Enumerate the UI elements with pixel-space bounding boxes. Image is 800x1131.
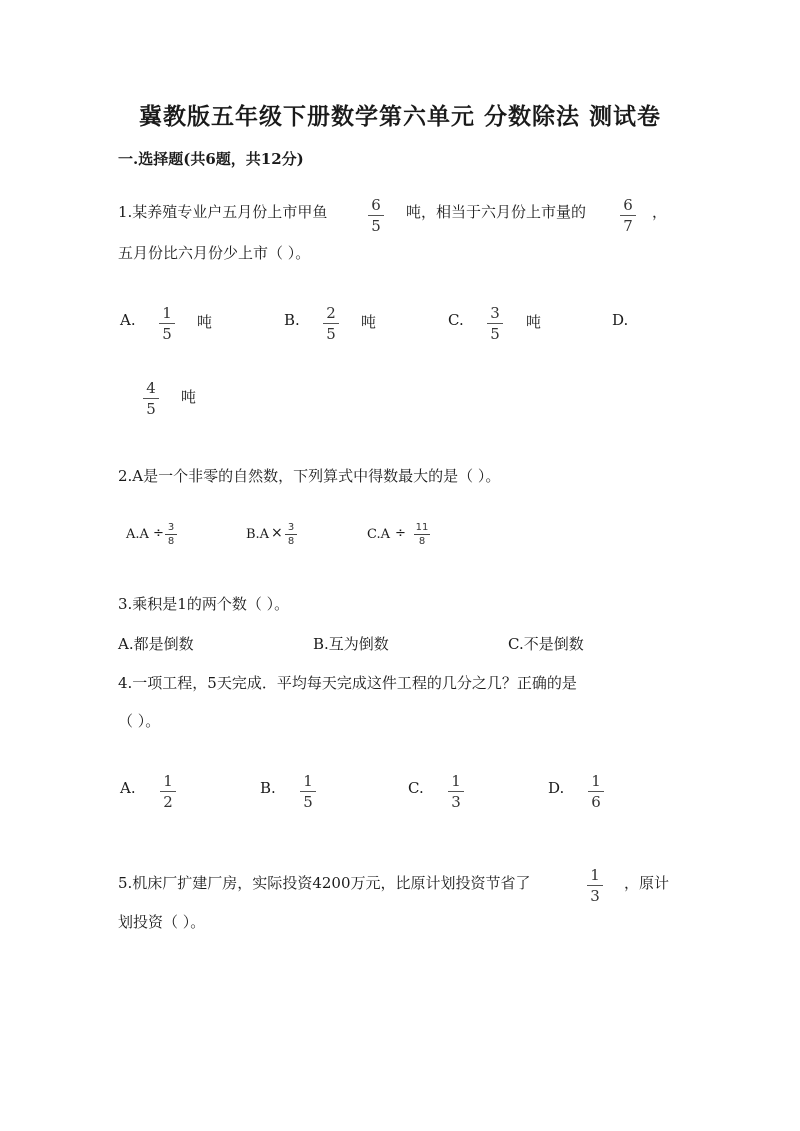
q2-option-a-fraction [165,522,177,547]
q1-fraction-1 [368,196,384,235]
denominator: 2 [163,793,173,811]
q4-option-c-label: C. [408,779,424,797]
q4-option-c-fraction [448,772,464,811]
q2-option-b-fraction [285,522,297,547]
denominator: 6 [591,793,601,811]
q2-text: 2.A是一个非零的自然数，下列算式中得数最大的是（ ）。 [118,467,501,485]
q3-option-a: A.都是倒数 [118,635,194,653]
numerator: 11 [415,522,429,533]
q1-option-c-unit: 吨 [526,313,542,331]
denominator: 5 [490,325,500,343]
q4-option-d-label: D. [548,779,565,797]
denominator: 5 [371,217,381,235]
q5-text-a: 5.机床厂扩建厂房，实际投资4200万元，比原计划投资节省了 [118,874,531,892]
q2-option-c-fraction [414,522,430,547]
q4-option-d-fraction [588,772,604,811]
denominator: 5 [146,400,156,418]
denominator: 5 [162,325,172,343]
q4-option-a-label: A. [120,779,136,797]
q1-option-d-fraction [143,379,159,418]
numerator: 1 [590,866,600,884]
q4-option-b-fraction [300,772,316,811]
divide-sign: ÷ [153,526,164,541]
numerator: 1 [451,772,461,790]
q5-text-line2: 划投资（ ）。 [118,913,206,931]
numerator: 3 [167,522,175,533]
denominator: 7 [623,217,633,235]
q1-option-b-unit: 吨 [361,313,377,331]
denominator: 5 [326,325,336,343]
numerator: 2 [326,304,336,322]
fraction-bar [160,791,176,792]
q1-option-d-label: D. [612,311,629,329]
denominator: 3 [451,793,461,811]
numerator: 3 [287,522,295,533]
fraction-bar [368,215,384,216]
denominator: 3 [590,887,600,905]
numerator: 3 [490,304,500,322]
q4-text-line2: （ ）。 [118,712,161,730]
numerator: 6 [371,196,381,214]
q3-text: 3.乘积是1的两个数（ ）。 [118,595,290,613]
q5-text-b: ，原计 [624,874,670,892]
q1-text-line2: 五月份比六月份少上市（ ）。 [118,244,311,262]
q1-fraction-2 [620,196,636,235]
denominator: 5 [303,793,313,811]
fraction-bar [285,534,297,535]
divide-sign: ÷ [395,526,406,541]
fraction-bar [300,791,316,792]
numerator: 1 [303,772,313,790]
fraction-bar [588,791,604,792]
q3-option-b: B.互为倒数 [313,635,389,653]
q2-option-a-label: A.A [126,527,149,542]
fraction-bar [620,215,636,216]
fraction-bar [143,398,159,399]
denominator: 8 [167,536,175,547]
numerator: 6 [623,196,633,214]
q2-option-b-label: B.A [246,527,270,542]
q1-option-a-label: A. [120,311,136,329]
q5-fraction [587,866,603,905]
q4-option-b-label: B. [260,779,276,797]
q4-text: 4.一项工程，5天完成．平均每天完成这件工程的几分之几？正确的是 [118,674,577,692]
q3-option-c: C.不是倒数 [508,635,584,653]
numerator: 4 [146,379,156,397]
q1-text-c: ， [652,203,668,221]
fraction-bar [448,791,464,792]
q1-text-b: 吨，相当于六月份上市量的 [406,203,587,221]
numerator: 1 [591,772,601,790]
page-title: 冀教版五年级下册数学第六单元 分数除法 测试卷 [138,103,661,130]
fraction-bar [159,323,175,324]
q1-text-a: 1.某养殖专业户五月份上市甲鱼 [118,203,328,221]
fraction-bar [587,885,603,886]
fraction-bar [487,323,503,324]
q1-option-a-unit: 吨 [197,313,213,331]
q1-option-b-fraction [323,304,339,343]
fraction-bar [165,534,177,535]
numerator: 1 [162,304,172,322]
q1-option-d-unit: 吨 [181,388,197,406]
denominator: 8 [418,536,426,547]
section-heading: 一.选择题(共6题，共12分) [118,150,304,168]
multiply-sign: × [271,525,283,541]
q1-option-a-fraction [159,304,175,343]
q1-option-c-fraction [487,304,503,343]
denominator: 8 [287,536,295,547]
q2-option-c-label: C.A [367,527,391,542]
q4-option-a-fraction [160,772,176,811]
q1-option-b-label: B. [284,311,300,329]
numerator: 1 [163,772,173,790]
fraction-bar [414,534,430,535]
q1-option-c-label: C. [448,311,464,329]
fraction-bar [323,323,339,324]
